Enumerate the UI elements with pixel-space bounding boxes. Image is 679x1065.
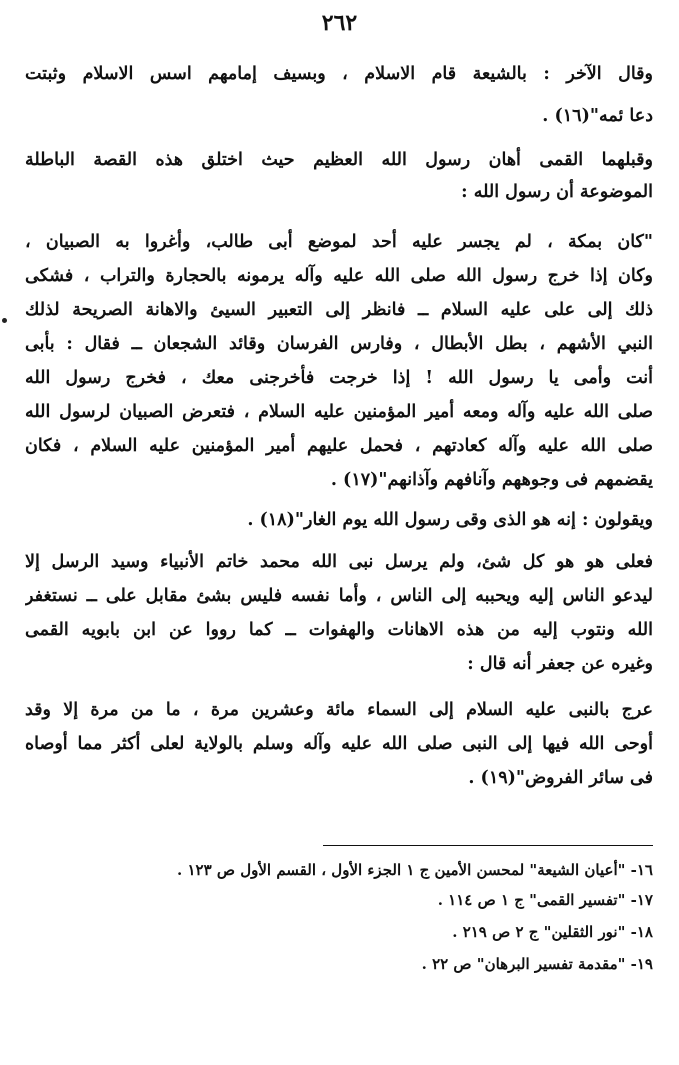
- margin-ink-dot: [2, 318, 7, 323]
- body-line-7: ذلك إلى على عليه السلام ــ فانظر إلى التعبير السيئ والاهانة الصريحة لذلك: [25, 300, 653, 320]
- body-line-9: أنت وأمى يا رسول الله ! إذا خرجت فأخرجنى معك ، فخرج رسول الله: [25, 368, 653, 388]
- body-line-17: وغيره عن جعفر أنه قال :: [467, 654, 653, 674]
- body-line-3: وقبلهما القمى أهان رسول الله العظيم حيث اختلق هذه القصة الباطلة: [25, 150, 653, 170]
- body-line-1: وقال الآخر : بالشيعة قام الاسلام ، وبسيف إمامهم اسس الاسلام وثبتت: [25, 64, 653, 84]
- footnote-19: ١٩- "مقدمة تفسير البرهان" ص ٢٢ .: [421, 955, 653, 973]
- body-line-18: عرج بالنبى عليه السلام إلى السماء مائة وعشرين مرة ، ما من مرة إلا وقد: [25, 700, 653, 720]
- body-line-20: فى سائر الفروض"(١٩) .: [468, 768, 653, 788]
- body-line-6: وكان إذا خرج رسول الله صلى الله عليه وآله يرمونه بالحجارة والتراب ، فشكى: [25, 266, 653, 286]
- body-line-13: ويقولون : إنه هو الذى وقى رسول الله يوم الغار"(١٨) .: [247, 510, 653, 530]
- body-line-2: دعا ئمه"(١٦) .: [542, 106, 653, 126]
- page-number: ٢٦٢: [321, 10, 358, 36]
- footnote-16: ١٦- "أعيان الشيعة" لمحسن الأمين ج ١ الجزء الأول ، القسم الأول ص ١٢٣ .: [177, 861, 653, 879]
- footnote-18: ١٨- "نور الثقلين" ج ٢ ص ٢١٩ .: [452, 923, 653, 941]
- body-line-19: أوحى الله فيها إلى النبى صلى الله عليه وآله وسلم بالولاية لعلى أكثر مما أوصاه: [25, 734, 653, 754]
- body-line-15: ليدعو الناس إليه ويحببه إلى الناس ، وأما نفسه فليس بشئ مقابل على ــ نستغفر: [25, 586, 653, 606]
- footnote-divider: [323, 845, 653, 846]
- body-line-11: صلى الله عليه وآله كعادتهم ، فحمل عليهم أمير المؤمنين عليه السلام ، فكان: [25, 436, 653, 456]
- body-line-8: النبي الأشهم ، بطل الأبطال ، وفارس الفرسان وقائد الشجعان ــ فقال : بأبى: [25, 334, 653, 354]
- body-line-12: يقضمهم فى وجوههم وآنافهم وآذانهم"(١٧) .: [330, 470, 653, 490]
- body-line-10: صلى الله عليه وآله ومعه أمير المؤمنين عليه السلام ، فتعرض الصبيان لرسول الله: [25, 402, 653, 422]
- body-line-16: الله ونتوب إليه من هذه الاهانات والهفوات ــ كما رووا عن ابن بابويه القمى: [25, 620, 653, 640]
- body-line-14: فعلى هو هو كل شئ، ولم يرسل نبى الله محمد خاتم الأنبياء وسيد الرسل إلا: [25, 552, 653, 572]
- body-line-5: "كان بمكة ، لم يجسر عليه أحد لموضع أبى طالب، وأغروا به الصبيان ،: [25, 232, 653, 252]
- body-line-4: الموضوعة أن رسول الله :: [461, 182, 653, 202]
- footnote-17: ١٧- "تفسير القمى" ج ١ ص ١١٤ .: [437, 891, 653, 909]
